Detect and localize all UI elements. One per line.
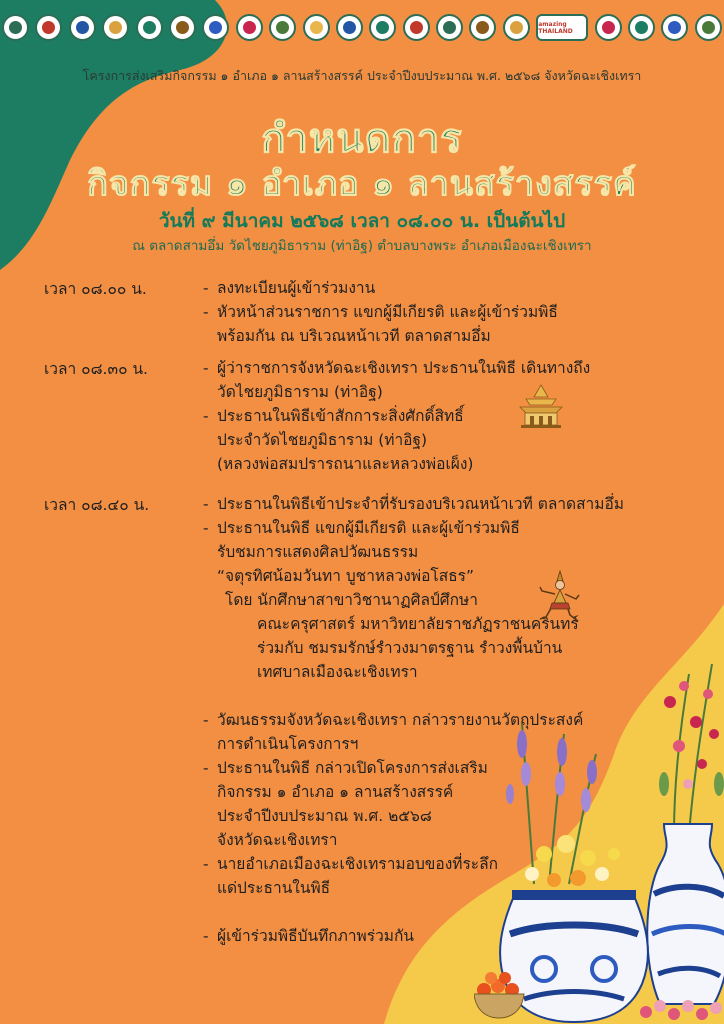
temple-icon [516, 383, 566, 429]
schedule-item-line: กิจกรรม ๑ อำเภอ ๑ ลานสร้างสรรค์ [217, 783, 454, 801]
event-venue: ณ ตลาดสามอึ่ม วัดไชยภูมิธาราม (ท่าอิฐ) ตำบลบางพระ อำเภอเมืองฉะเชิงเทรา [132, 238, 592, 254]
schedule-item-line: “จตุรทิศน้อมวันทา บูชาหลวงพ่อโสธร” [217, 567, 475, 585]
schedule-item-line: โดย นักศึกษาสาขาวิชานาฏศิลป์ศึกษา [225, 591, 478, 609]
logo-14-icon [436, 14, 463, 41]
project-line: โครงการส่งเสริมกิจกรรม ๑ อำเภอ ๑ ลานสร้างสรรค์ ประจำปีงบประมาณ พ.ศ. ๒๕๖๘ จังหวัดฉะเชิงเทรา [82, 68, 642, 83]
bullet-dash: - [203, 407, 209, 425]
logo-17-icon: amazing THAILAND [536, 14, 588, 41]
schedule-item-line: การดำเนินโครงการฯ [217, 735, 359, 753]
logo-18-icon [595, 14, 622, 41]
tall-blue-vase-icon [647, 824, 724, 1004]
bullet-dash: - [203, 855, 209, 873]
schedule-item-line: จังหวัดฉะเชิงเทรา [217, 831, 338, 849]
bullet-dash: - [203, 519, 209, 537]
logo-8-icon [236, 14, 263, 41]
logo-1-icon [2, 14, 29, 41]
logo-7-icon [202, 14, 229, 41]
schedule-item-line: ประธานในพิธีเข้าสักการะสิ่งศักดิ์สิทธิ์ [217, 407, 464, 425]
bullet-dash: - [203, 303, 209, 321]
schedule-item [203, 404, 473, 476]
logo-11-icon [336, 14, 363, 41]
pink-flower-stems-icon [659, 664, 724, 834]
schedule-item [203, 924, 414, 948]
schedule-item-line: หัวหน้าส่วนราชการ แขกผู้มีเกียรติ และผู้เข้าร่วมพิธี [217, 303, 558, 321]
schedule-item-line: นายอำเภอเมืองฉะเชิงเทรามอบของที่ระลึก [217, 855, 499, 873]
schedule-item-line: พร้อมกัน ณ บริเวณหน้าเวที ตลาดสามอึ่ม [217, 327, 491, 345]
schedule-item-line: ลงทะเบียนผู้เข้าร่วมงาน [217, 279, 376, 297]
schedule-item-line: คณะครุศาสตร์ มหาวิทยาลัยราชภัฏราชนครินทร์ [257, 615, 579, 633]
logo-19-icon [628, 14, 655, 41]
bullet-dash: - [203, 359, 209, 377]
logo-16-icon [503, 14, 530, 41]
partner-logo-row [2, 14, 722, 41]
page-title: กำหนดการ [261, 116, 463, 162]
schedule-item [203, 276, 375, 300]
schedule-item [203, 492, 624, 516]
logo-4-icon [102, 14, 129, 41]
time-label-0830: เวลา ๐๘.๓๐ น. [44, 360, 148, 378]
vases-flowers-illustration [474, 634, 724, 1024]
bullet-dash: - [203, 495, 209, 513]
logo-12-icon [369, 14, 396, 41]
page-subtitle: กิจกรรม ๑ อำเภอ ๑ ลานสร้างสรรค์ [87, 164, 637, 204]
schedule-item-line: วัดไชยภูมิธาราม (ท่าอิฐ) [217, 383, 383, 401]
schedule-item-line: แด่ประธานในพิธี [217, 879, 331, 897]
bullet-dash: - [203, 279, 209, 297]
logo-21-icon [695, 14, 722, 41]
event-date: วันที่ ๙ มีนาคม ๒๕๖๘ เวลา ๐๘.๐๐ น. เป็นต้นไป [158, 210, 566, 232]
bullet-dash: - [203, 759, 209, 777]
logo-6-icon [169, 14, 196, 41]
logo-5-icon [136, 14, 163, 41]
yellow-blossoms-icon [525, 835, 620, 887]
logo-9-icon [269, 14, 296, 41]
schedule-item-line: ประธานในพิธีเข้าประจำที่รับรองบริเวณหน้าเวที ตลาดสามอึ่ม [217, 495, 624, 513]
logo-20-icon [661, 14, 688, 41]
bullet-dash: - [203, 927, 209, 945]
logo-3-icon [69, 14, 96, 41]
schedule-item-line: ผู้เข้าร่วมพิธีบันทึกภาพร่วมกัน [217, 927, 415, 945]
schedule-item [203, 756, 488, 852]
time-label-0840: เวลา ๐๘.๔๐ น. [44, 496, 150, 514]
schedule-item [203, 852, 498, 900]
schedule-item-line: รับชมการแสดงศิลปวัฒนธรรม [217, 543, 419, 561]
schedule-item [203, 300, 558, 348]
logo-15-icon [469, 14, 496, 41]
schedule-item-line: เทศบาลเมืองฉะเชิงเทรา [257, 663, 418, 681]
schedule-item-line: ผู้ว่าราชการจังหวัดฉะเชิงเทรา ประธานในพิธี เดินทางถึง [217, 359, 591, 377]
schedule-item-line: วัฒนธรรมจังหวัดฉะเชิงเทรา กล่าวรายงานวัตถุประสงค์ [217, 711, 584, 729]
schedule-item-line: ประธานในพิธี กล่าวเปิดโครงการส่งเสริม [217, 759, 488, 777]
logo-13-icon [403, 14, 430, 41]
schedule-item-line: ประจำปีงบประมาณ พ.ศ. ๒๕๖๘ [217, 807, 432, 825]
logo-2-icon [35, 14, 62, 41]
time-label-0800: เวลา ๐๘.๐๐ น. [44, 280, 147, 298]
schedule-item-line: ประจำวัดไชยภูมิธาราม (ท่าอิฐ) [217, 431, 428, 449]
schedule-item-line: ร่วมกับ ชมรมรักษ์รำวงมาตรฐาน รำวงพื้นบ้าน [257, 639, 563, 657]
bullet-dash: - [203, 711, 209, 729]
schedule-item-line: ประธานในพิธี แขกผู้มีเกียรติ และผู้เข้าร่วมพิธี [217, 519, 520, 537]
schedule-item-line: (หลวงพ่อสมปรารถนาและหลวงพ่อเผ็ง) [217, 455, 474, 473]
thai-dancer-icon [536, 569, 582, 625]
logo-10-icon [303, 14, 330, 41]
